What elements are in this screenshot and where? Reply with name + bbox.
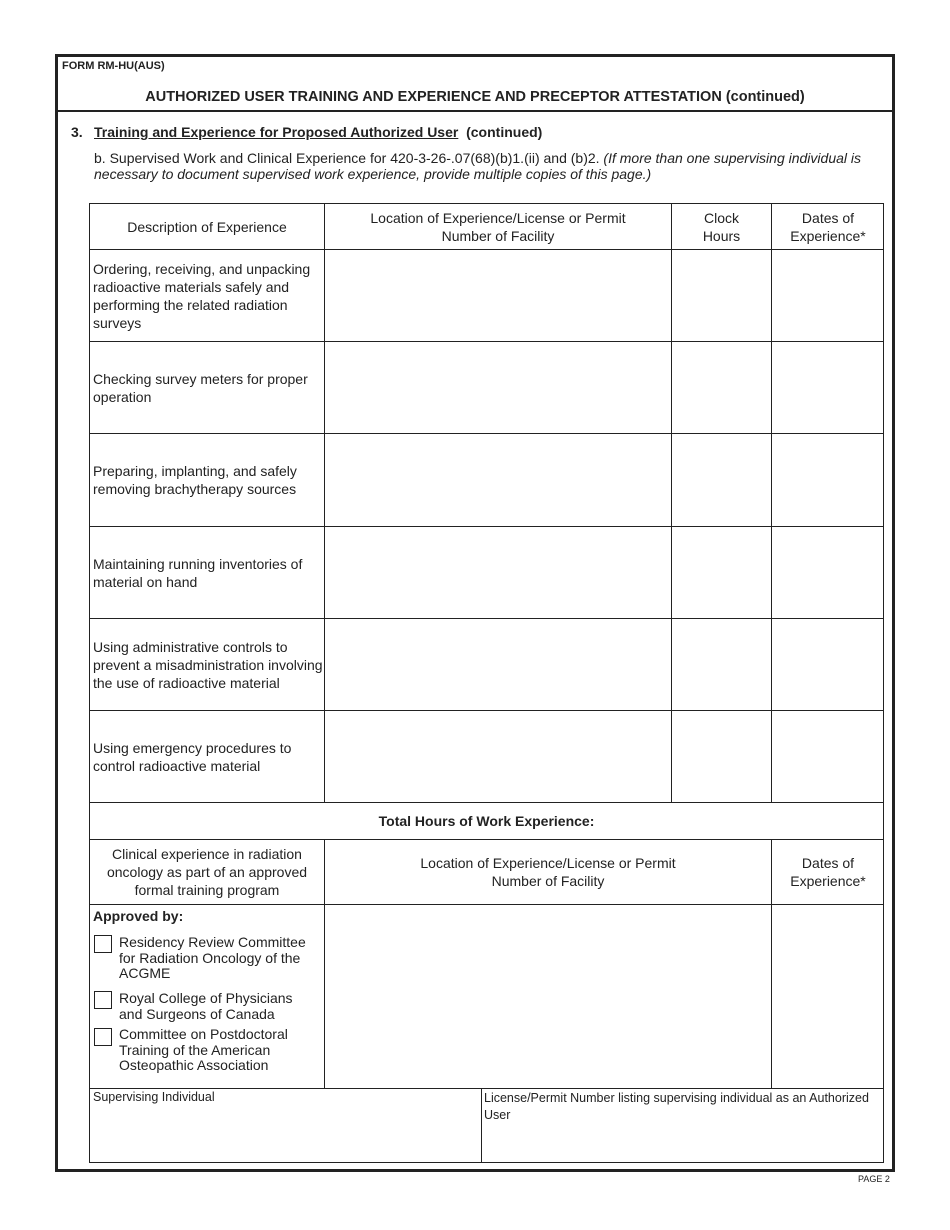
clock-hours-input[interactable] (672, 434, 771, 526)
checkbox-acgme[interactable] (94, 935, 112, 953)
section-title-suffix: (continued) (466, 124, 543, 140)
location-input[interactable] (325, 250, 671, 341)
col-divider (481, 1088, 482, 1162)
checkbox-aoa[interactable] (94, 1028, 112, 1046)
header-location: Location of Experience/License or Permit Number of Facility (370, 209, 626, 244)
header-dates: Dates of Experience* (790, 209, 866, 244)
table-border-right (883, 203, 884, 1162)
clock-hours-input[interactable] (672, 619, 771, 710)
dates-input[interactable] (772, 434, 883, 526)
supervising-individual-field[interactable] (93, 1089, 478, 1162)
location-input[interactable] (325, 434, 671, 526)
subsection-text (94, 150, 874, 182)
clock-hours-input[interactable] (672, 342, 771, 433)
dates-input[interactable] (772, 342, 883, 433)
subsection-note: (If more than one supervising individual is necessary to document supervised work experience, provide multiple copies of this page.) (94, 150, 861, 182)
form-id: FORM RM-HU(AUS) (62, 60, 165, 72)
header-divider (58, 110, 892, 112)
header-clock-hours: Clock Hours (702, 209, 741, 244)
section-number: 3. (71, 124, 83, 140)
section-title (94, 124, 542, 140)
dates-input[interactable] (772, 250, 883, 341)
row-description: Maintaining running inventories of material on hand (93, 555, 303, 590)
clinical-header-description: Clinical experience in radiation oncology as part of an approved formal training program (106, 846, 308, 898)
dates-input[interactable] (772, 711, 883, 802)
row-description: Checking survey meters for proper operation (93, 370, 308, 405)
location-input[interactable] (325, 527, 671, 618)
dates-input[interactable] (772, 527, 883, 618)
location-input[interactable] (325, 711, 671, 802)
form-frame (55, 54, 895, 1172)
clinical-header-location: Location of Experience/License or Permit Number of Facility (420, 855, 676, 889)
row-description: Using emergency procedures to control radioactive material (93, 739, 292, 774)
row-description: Ordering, receiving, and unpacking radioactive materials safely and performing the related radiation surveys (93, 260, 311, 331)
clock-hours-input[interactable] (672, 250, 771, 341)
total-hours-label: Total Hours of Work Experience: (378, 813, 595, 829)
table-border-bottom (89, 1162, 884, 1163)
header-description: Description of Experience (127, 218, 287, 235)
clinical-header-dates: Dates of Experience* (790, 855, 866, 889)
form-title: AUTHORIZED USER TRAINING AND EXPERIENCE AND PRECEPTOR ATTESTATION (continued) (145, 89, 805, 105)
clinical-location-input[interactable] (325, 905, 771, 1088)
row-description: Preparing, implanting, and safely removing brachytherapy sources (93, 463, 297, 497)
option-acgme-label: Residency Review Committee for Radiation Oncology of the ACGME (119, 934, 306, 981)
clock-hours-input[interactable] (672, 711, 771, 802)
row-description: Using administrative controls to prevent a misadministration involving the use of radioactive material (93, 638, 323, 691)
location-input[interactable] (325, 619, 671, 710)
approved-by-label: Approved by: (93, 908, 184, 924)
license-permit-label: License/Permit Number listing supervising individual as an Authorized User (484, 1091, 869, 1122)
clock-hours-input[interactable] (672, 527, 771, 618)
supervising-individual-label: Supervising Individual (93, 1090, 215, 1104)
location-input[interactable] (325, 342, 671, 433)
checkbox-royal-college[interactable] (94, 991, 112, 1009)
option-aoa-label: Committee on Postdoctoral Training of the American Osteopathic Association (119, 1026, 288, 1073)
license-permit-field[interactable] (484, 1090, 879, 1162)
clinical-dates-input[interactable] (772, 905, 883, 1088)
option-royal-college-label: Royal College of Physicians and Surgeons of Canada (119, 990, 293, 1022)
page-number: PAGE 2 (858, 1174, 890, 1184)
dates-input[interactable] (772, 619, 883, 710)
subsection-main: b. Supervised Work and Clinical Experience for 420-3-26-.07(68)(b)1.(ii) and (b)2. (94, 150, 600, 166)
section-title-text: Training and Experience for Proposed Authorized User (94, 124, 459, 140)
